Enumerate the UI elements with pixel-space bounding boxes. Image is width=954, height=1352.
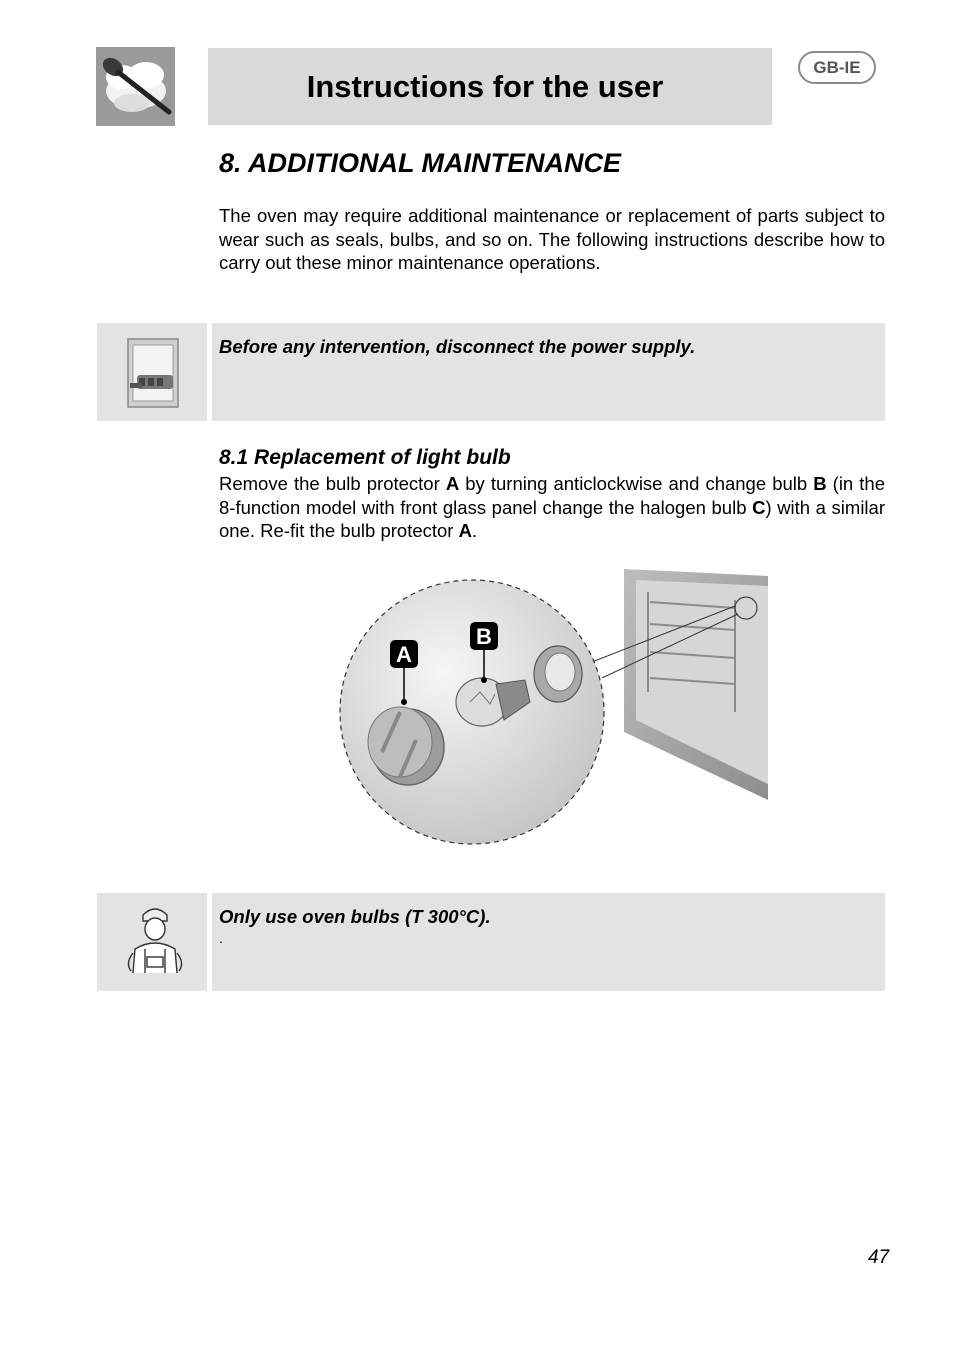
- info-note-text: Only use oven bulbs (T 300°C).: [219, 906, 491, 927]
- subsection-title: 8.1 Replacement of light bulb: [219, 446, 511, 469]
- language-badge: GB-IE: [798, 51, 876, 84]
- warning-note-text: Before any intervention, disconnect the power supply.: [219, 336, 696, 357]
- info-icon-panel: [97, 893, 207, 991]
- label-b: B: [476, 624, 492, 649]
- power-socket-icon: [97, 323, 207, 421]
- section-title: 8. ADDITIONAL MAINTENANCE: [219, 148, 622, 178]
- page-header-title: Instructions for the user: [208, 48, 772, 125]
- warning-icon-panel: [97, 323, 207, 421]
- bulb-replacement-illustration: [330, 562, 775, 852]
- chef-spoon-logo: [96, 47, 175, 126]
- label-a: A: [396, 642, 412, 667]
- intro-paragraph: The oven may require additional maintenance or replacement of parts subject to wear such as seals, bulbs, and so on. The following instructions describe how to carry out these minor maintenance operations.: [219, 205, 885, 274]
- info-note-extra: .: [219, 930, 223, 946]
- page-number: 47: [868, 1247, 890, 1268]
- technician-icon: [97, 893, 207, 991]
- subsection-body: Remove the bulb protector A by turning anticlockwise and change bulb B (in the 8-function model with front glass panel change the halogen bulb C) with a similar one. Re-fit the bulb protector A.: [219, 473, 886, 542]
